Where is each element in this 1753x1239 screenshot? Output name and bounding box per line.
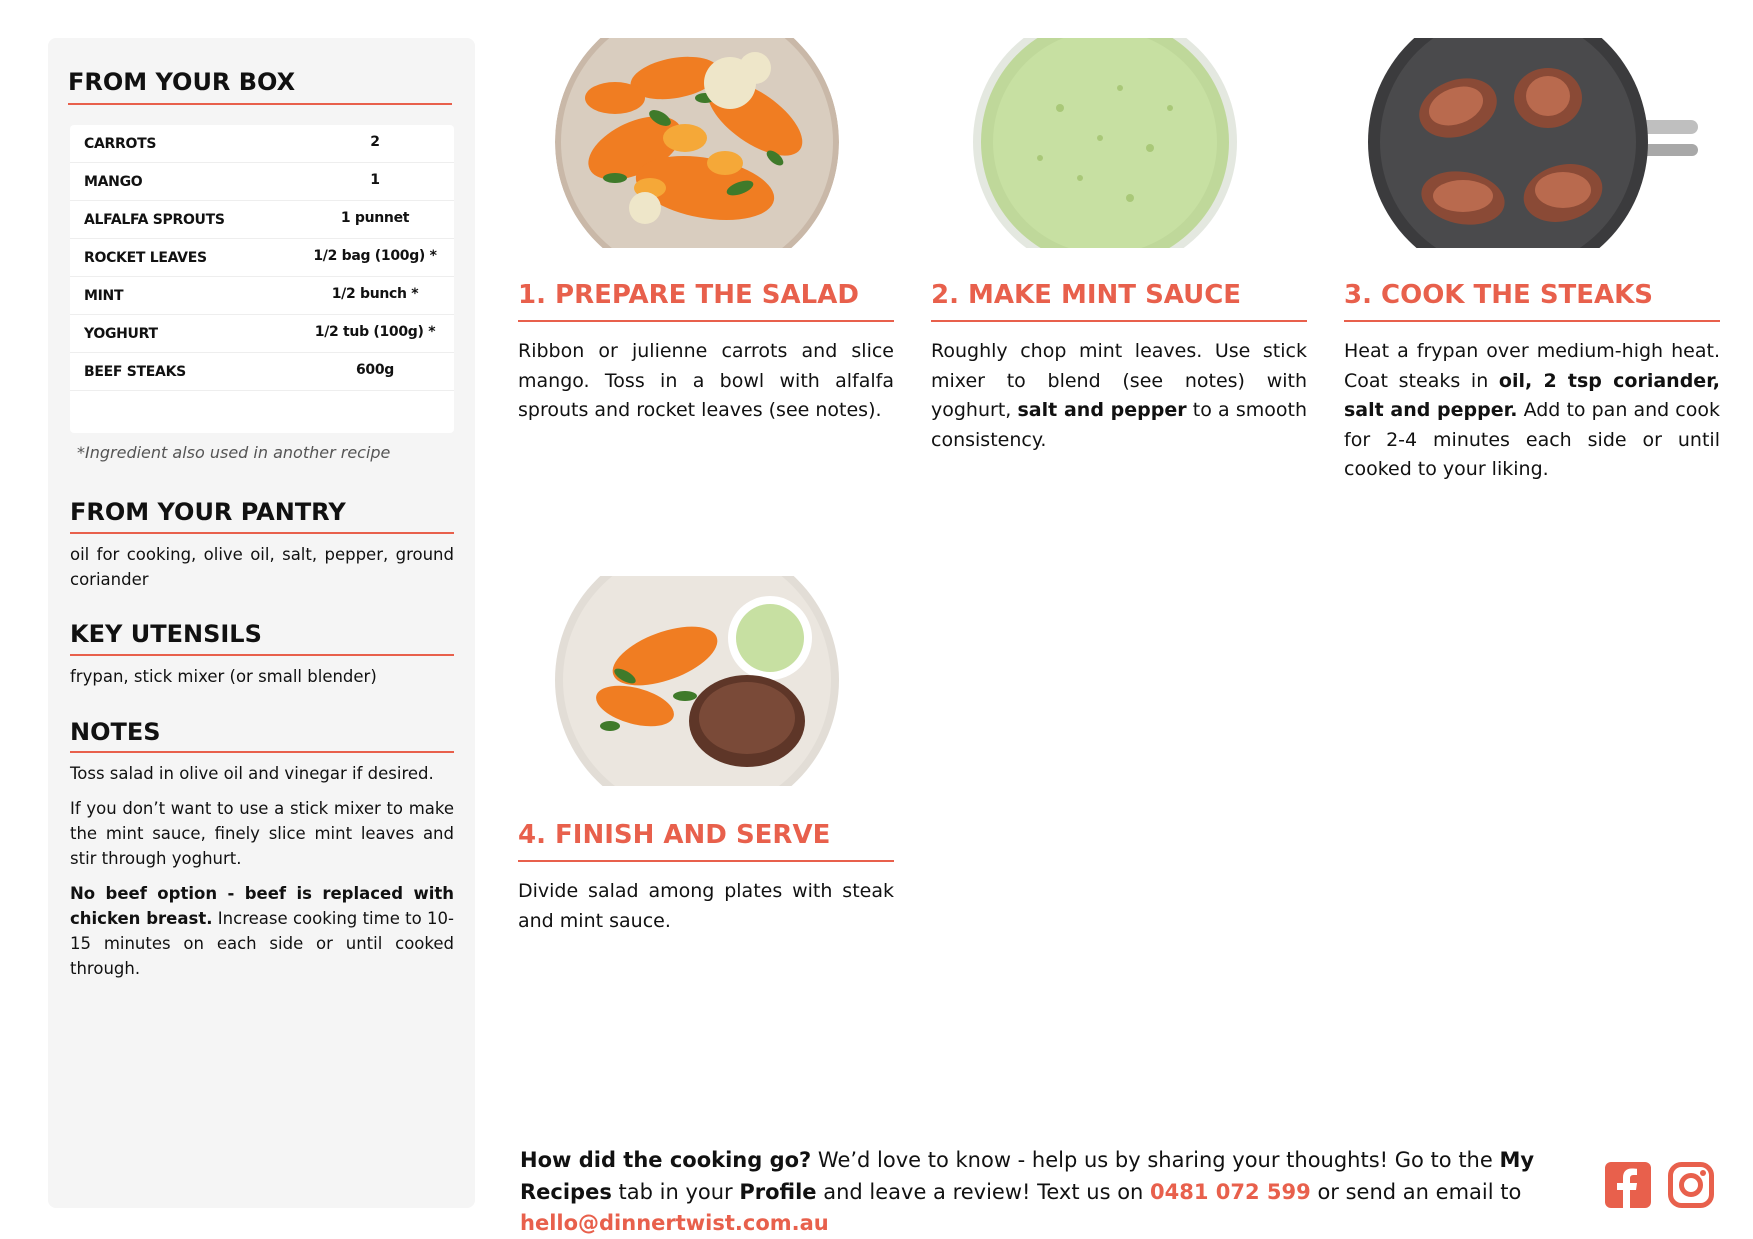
feedback-footer — [520, 1145, 1580, 1239]
step-1-title: 1. PREPARE THE SALAD — [518, 280, 859, 310]
ingredient-row — [70, 277, 454, 315]
ingredient-row — [70, 163, 454, 201]
ingredient-qty: 1/2 bunch * — [331, 286, 419, 302]
step-2-text-c: to a smooth consistency. — [931, 399, 1308, 451]
salad-bowl-photo — [555, 38, 839, 248]
step-1-text: Ribbon or julienne carrots and slice mango. Toss in a bowl with alfalfa sprouts and rocket leaves (see notes). — [518, 340, 894, 421]
footer-text: and leave a review! Text us on — [816, 1179, 1151, 1204]
step-3-title: 3. COOK THE STEAKS — [1344, 280, 1654, 310]
ingredient-name: ROCKET LEAVES — [84, 250, 207, 266]
notes-paragraph: Toss salad in olive oil and vinegar if desired. — [70, 764, 434, 783]
step-3-text-a: Heat a frypan over medium-high heat. Coat steaks in — [1344, 340, 1720, 392]
ingredient-qty: 1 punnet — [340, 210, 410, 226]
step-3-rule — [1344, 320, 1720, 322]
notes-paragraph — [70, 881, 454, 981]
no-beef-option: No beef option - beef is replaced with chicken breast. — [70, 884, 454, 928]
ingredient-footnote: *Ingredient also used in another recipe — [77, 443, 391, 462]
step-4-text: Divide salad among plates with steak and mint sauce. — [518, 880, 894, 932]
ingredient-name: ALFALFA SPROUTS — [84, 212, 225, 228]
ingredient-row — [70, 201, 454, 239]
instagram-icon[interactable] — [1668, 1162, 1714, 1208]
phone-number-link[interactable]: 0481 072 599 — [1150, 1179, 1311, 1204]
step-4-title: 4. FINISH AND SERVE — [518, 820, 831, 850]
step-3-text-c: Add to pan and cook for 2-4 minutes each side or until cooked to your liking. — [1344, 399, 1720, 480]
key-utensils-title: KEY UTENSILS — [70, 620, 262, 648]
mint-sauce-photo — [970, 38, 1240, 248]
footer-text: or send an email to — [1310, 1179, 1522, 1204]
notes-title-rule — [70, 751, 454, 753]
feedback-question: How did the cooking go? — [520, 1148, 812, 1172]
plated-dish-photo — [555, 576, 839, 786]
ingredient-qty: 1/2 bag (100g) * — [313, 248, 437, 264]
step-3-text-bold: oil, 2 tsp coriander, salt and pepper. — [1344, 369, 1720, 421]
ingredient-name: MANGO — [84, 174, 143, 190]
ingredient-name: CARROTS — [84, 136, 157, 152]
notes-title: NOTES — [70, 718, 161, 746]
no-beef-details: Increase cooking time to 10-15 minutes on each side or until cooked through. — [70, 909, 454, 978]
my-recipes-link[interactable]: My Recipes — [520, 1148, 1535, 1204]
step-3-text — [1344, 337, 1720, 485]
step-4-rule — [518, 860, 894, 862]
step-2-title: 2. MAKE MINT SAUCE — [931, 280, 1242, 310]
ingredient-qty: 1 — [370, 172, 380, 188]
ingredients-panel — [48, 38, 475, 1208]
step-2-text-bold: salt and pepper — [1017, 399, 1187, 421]
ingredient-row — [70, 125, 454, 163]
ingredient-row — [70, 353, 454, 391]
ingredient-qty: 2 — [370, 134, 380, 150]
pantry-title-rule — [70, 532, 454, 534]
ingredient-name: YOGHURT — [84, 326, 158, 342]
box-title-rule — [68, 103, 452, 105]
notes-paragraph: If you don’t want to use a stick mixer to make the mint sauce, finely slice mint leaves and stir through yoghurt. — [70, 799, 454, 868]
step-2-rule — [931, 320, 1307, 322]
from-your-pantry-title: FROM YOUR PANTRY — [70, 498, 346, 526]
from-your-box-title: FROM YOUR BOX — [68, 68, 296, 96]
ingredient-row — [70, 315, 454, 353]
pantry-text: oil for cooking, olive oil, salt, pepper, ground coriander — [70, 545, 454, 589]
step-2-text-a: Roughly chop mint leaves. Use stick mixer to blend (see notes) with yoghurt, — [931, 340, 1307, 421]
profile-link[interactable]: Profile — [739, 1179, 817, 1204]
step-1-rule — [518, 320, 894, 322]
ingredient-row — [70, 239, 454, 277]
utensils-title-rule — [70, 654, 454, 656]
footer-text: tab in your — [611, 1179, 740, 1204]
ingredients-table — [70, 125, 454, 433]
steaks-frypan-photo — [1368, 38, 1698, 248]
footer-text: We’d love to know - help us by sharing your thoughts! Go to the — [811, 1148, 1500, 1172]
ingredient-qty: 600g — [355, 362, 395, 378]
ingredient-qty: 1/2 tub (100g) * — [314, 324, 436, 340]
ingredient-name: BEEF STEAKS — [84, 364, 186, 380]
utensils-text: frypan, stick mixer (or small blender) — [70, 667, 377, 686]
step-2-text — [931, 337, 1307, 455]
ingredient-name: MINT — [84, 288, 124, 304]
facebook-icon[interactable] — [1605, 1162, 1651, 1208]
email-link[interactable]: hello@dinnertwist.com.au — [520, 1211, 829, 1235]
